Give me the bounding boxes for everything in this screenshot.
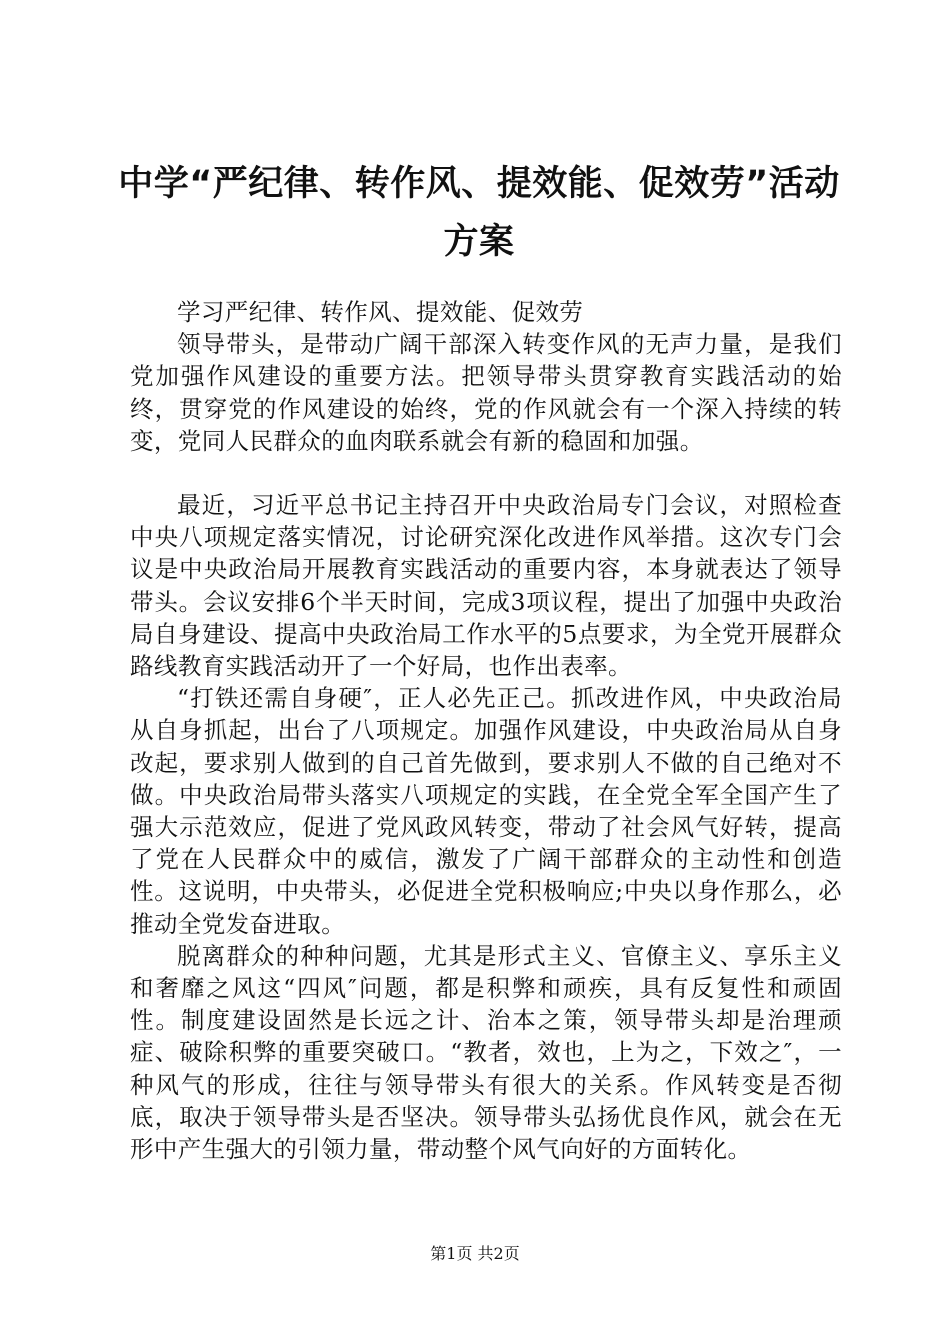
body-paragraph-4: 脱离群众的种种问题，尤其是形式主义、官僚主义、享乐主义和奢靡之风这“四风″问题，都是积弊和顽疾，具有反复性和顽固性。制度建设固然是长远之计、治本之策，领导带头却是治理顽症、破除积弊的重要突破口。“教者，效也，上为之，下效之″，一种风气的形成，往往与领导带头有很大的关系。作风转变是否彻底，取决于领导带头是否坚决。领导带头弘扬优良作风，就会在无形中产生强大的引领力量，带动整个风气向好的方面转化。 bbox=[130, 941, 842, 1164]
body-paragraph-2: 最近，习近平总书记主持召开中央政治局专门会议，对照检查中央八项规定落实情况，讨论研究深化改进作风举措。这次专门会议是中央政治局开展教育实践活动的重要内容，本身就表达了领导带头。会议安排6个半天时间，完成3项议程，提出了加强中央政治局自身建设、提高中央政治局工作水平的5点要求，为全党开展群众路线教育实践活动开了一个好局，也作出表率。 bbox=[130, 491, 842, 681]
subtitle-paragraph: 学习严纪律、转作风、提效能、促效劳 bbox=[177, 298, 584, 326]
body-paragraph-1: 领导带头，是带动广阔干部深入转变作风的无声力量，是我们党加强作风建设的重要方法。把领导带头贯穿教育实践活动的始终，贯穿党的作风建设的始终，党的作风就会有一个深入持续的转变，党同人民群众的血肉联系就会有新的稳固和加强。 bbox=[130, 330, 842, 455]
document-title: 中学“严纪律、转作风、提效能、促效劳”活动方案 bbox=[118, 164, 840, 262]
page-footer: 第1页 共2页 bbox=[430, 1244, 520, 1263]
document-body bbox=[130, 296, 842, 1165]
body-paragraph-3: “打铁还需自身硬″，正人必先正己。抓改进作风，中央政治局从自身抓起，出台了八项规定。加强作风建设，中央政治局从自身改起，要求别人做到的自己首先做到，要求别人不做的自己绝对不做。中央政治局带头落实八项规定的实践，在全党全军全国产生了强大示范效应，促进了党风政风转变，带动了社会风气好转，提高了党在人民群众中的威信，激发了广阔干部群众的主动性和创造性。这说明，中央带头，必促进全党积极响应;中央以身作那么，必推动全党发奋进取。 bbox=[130, 684, 842, 938]
